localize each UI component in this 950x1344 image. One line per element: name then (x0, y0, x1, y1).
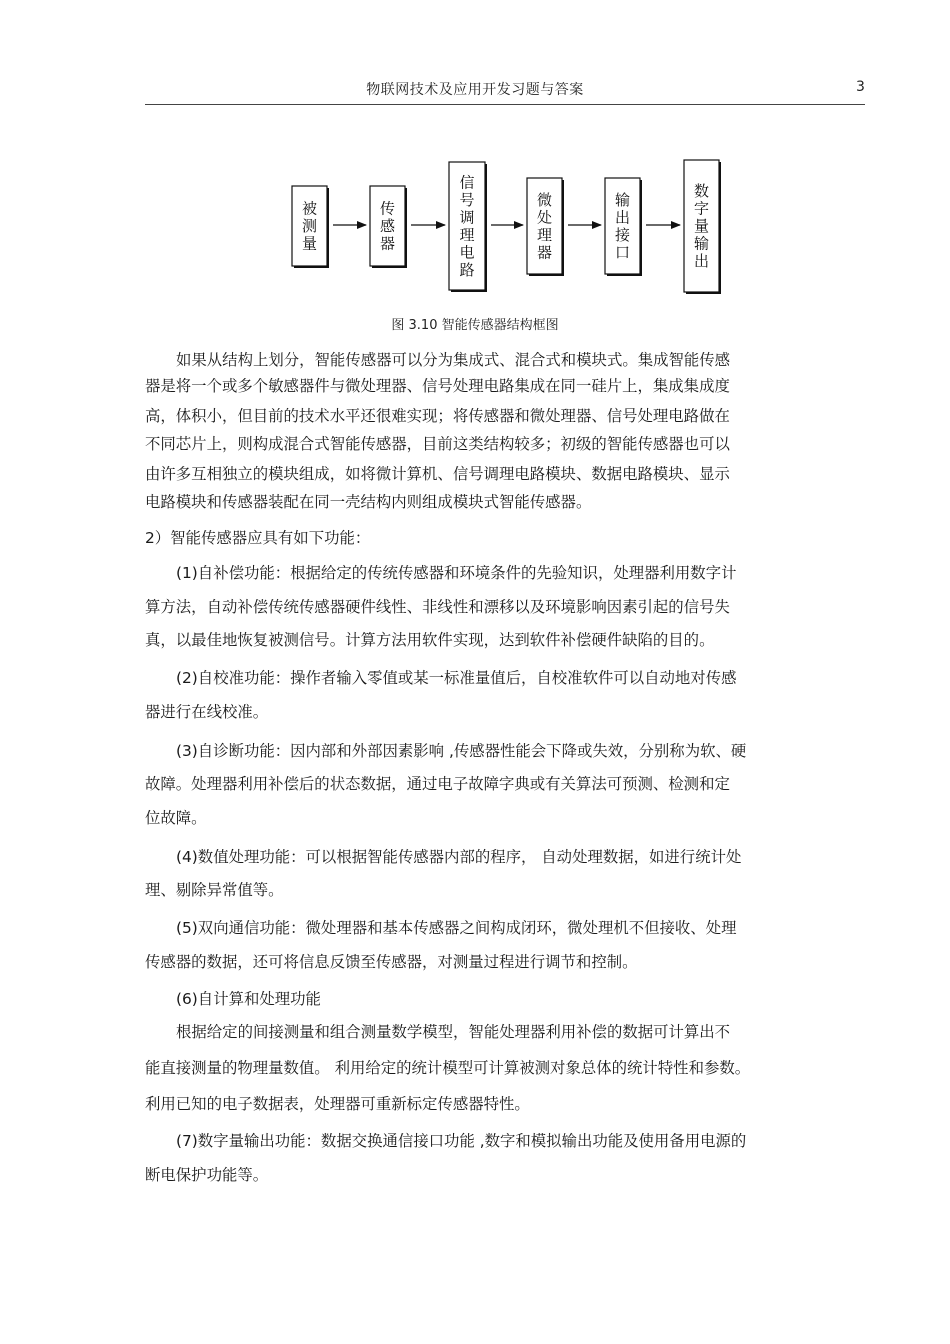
smart-sensor-block-diagram (0, 0, 950, 310)
paragraph-line: 器是将一个或多个敏感器件与微处理器、信号处理电路集成在同一硅片上，集成集成度 (145, 377, 730, 395)
paragraph-line: (3)自诊断功能：因内部和外部因素影响 ,传感器性能会下降或失效，分别称为软、硬 (176, 742, 747, 760)
paragraph-line: 不同芯片上，则构成混合式智能传感器，目前这类结构较多；初级的智能传感器也可以 (145, 435, 730, 453)
page-number: 3 (856, 79, 865, 95)
paragraph-line: (1)自补偿功能：根据给定的传统传感器和环境条件的先验知识，处理器利用数字计 (176, 564, 737, 582)
header-title: 物联网技术及应用开发习题与答案 (366, 82, 584, 98)
paragraph-line: 高，体积小，但目前的技术水平还很难实现；将传感器和微处理器、信号处理电路做在 (145, 407, 730, 425)
paragraph-line: 由许多互相独立的模块组成，如将微计算机、信号调理电路模块、数据电路模块、显示 (145, 465, 730, 483)
block-label-char: 器 (536, 243, 553, 262)
paragraph-line: 真，以最佳地恢复被测信号。计算方法用软件实现，达到软件补偿硬件缺陷的目的。 (145, 631, 715, 649)
block-label-char: 处 (536, 208, 553, 227)
block-label-char: 电 (459, 243, 475, 262)
block-label-char: 感 (379, 217, 396, 235)
paragraph-line: 断电保护功能等。 (145, 1166, 269, 1184)
diagram-block (292, 186, 329, 268)
block-label-char: 测 (301, 217, 318, 235)
paragraph-line: 故障。处理器利用补偿后的状态数据，通过电子故障字典或有关算法可预测、检测和定 (145, 775, 730, 793)
diagram-block (449, 162, 487, 292)
paragraph-line: (6)自计算和处理功能 (176, 990, 321, 1008)
block-label-char: 量 (693, 217, 710, 235)
block-label-char: 输 (693, 234, 710, 253)
paragraph-line: 利用已知的电子数据表，处理器可重新标定传感器特性。 (145, 1095, 530, 1113)
block-label-char: 数 (693, 182, 710, 200)
paragraph-line: 传感器的数据，还可将信息反馈至传感器，对测量过程进行调节和控制。 (145, 953, 638, 971)
block-label-char: 信 (459, 173, 475, 192)
figure-caption: 图 3.10 智能传感器结构框图 (391, 318, 559, 333)
block-label-char: 量 (301, 234, 318, 253)
paragraph-line: 根据给定的间接测量和组合测量数学模型，智能处理器利用补偿的数据可计算出不 (176, 1023, 731, 1041)
diagram-block (370, 186, 407, 268)
paragraph-line: (2)自校准功能：操作者输入零值或某一标准量值后，自校准软件可以自动地对传感 (176, 669, 737, 687)
paragraph-line: (4)数值处理功能：可以根据智能传感器内部的程序， 自动处理数据，如进行统计处 (176, 848, 742, 866)
paragraph-line: 位故障。 (145, 809, 207, 827)
block-label-char: 出 (614, 208, 631, 227)
paragraph-line: 算方法，自动补偿传统传感器硬件线性、非线性和漂移以及环境影响因素引起的信号失 (145, 598, 730, 616)
block-label-char: 输 (614, 190, 631, 209)
block-label-char: 字 (693, 199, 710, 218)
paragraph-line: 如果从结构上划分，智能传感器可以分为集成式、混合式和模块式。集成智能传感 (176, 351, 731, 369)
block-label-char: 传 (379, 199, 396, 218)
block-label-char: 口 (614, 243, 631, 262)
paragraph-line: 能直接测量的物理量数值。 利用给定的统计模型可计算被测对象总体的统计特性和参数。 (145, 1059, 751, 1077)
block-label-char: 号 (459, 190, 475, 209)
diagram-block (684, 160, 721, 294)
section-heading: 2）智能传感器应具有如下功能： (145, 529, 371, 547)
paragraph-line: 电路模块和传感器装配在同一壳结构内则组成模块式智能传感器。 (145, 493, 592, 511)
block-label-char: 调 (459, 208, 475, 227)
paragraph-line: (5)双向通信功能：微处理器和基本传感器之间构成闭环，微处理机不但接收、处理 (176, 919, 737, 937)
block-label-char: 器 (379, 234, 396, 253)
block-label-char: 微 (536, 190, 553, 209)
paragraph-line: (7)数字量输出功能：数据交换通信接口功能 ,数字和模拟输出功能及使用备用电源的 (176, 1132, 747, 1150)
diagram-block (605, 178, 642, 276)
diagram-block (527, 178, 564, 276)
block-label-char: 理 (459, 225, 475, 244)
block-label-char: 出 (693, 252, 710, 270)
paragraph-line: 器进行在线校准。 (145, 703, 269, 721)
paragraph-line: 理、剔除异常值等。 (145, 881, 284, 899)
block-label-char: 接 (614, 225, 631, 244)
block-label-char: 理 (536, 225, 553, 244)
block-label-char: 被 (301, 199, 318, 218)
block-label-char: 路 (459, 260, 475, 279)
